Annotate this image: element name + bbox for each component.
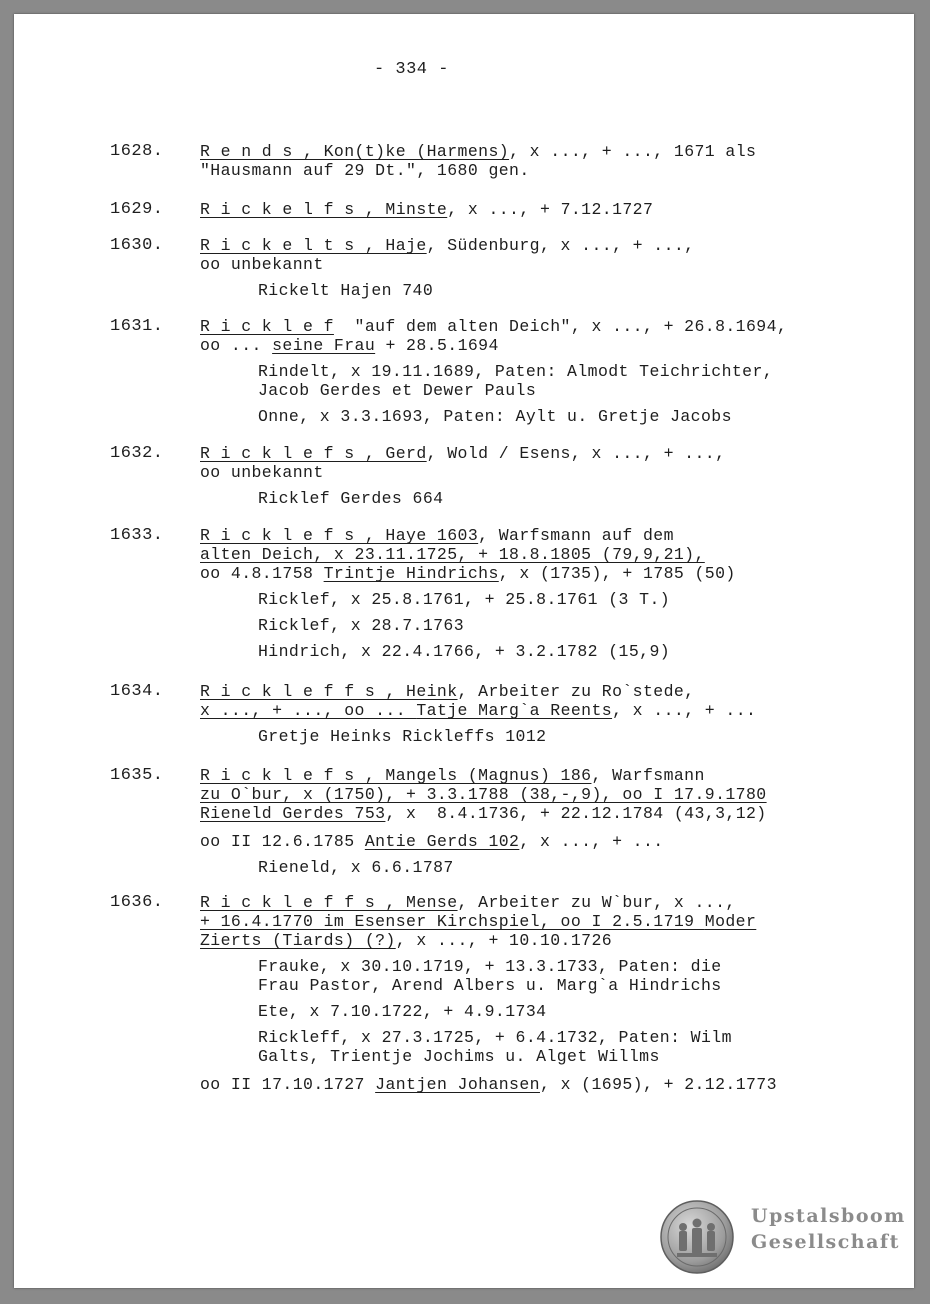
person-name: R i c k l e f f s , Heink [200, 682, 458, 701]
entry-line [200, 545, 736, 564]
entry-lines [200, 200, 653, 219]
child-entry-continued: Jacob Gerdes et Dewer Pauls [258, 381, 537, 400]
person-details: , Warfsmann auf dem [478, 526, 674, 545]
child-entry: Rickleff, x 27.3.1725, + 6.4.1732, Paten: Wilm [258, 1028, 732, 1047]
person-details: , x ..., + 7.12.1727 [447, 200, 654, 219]
spouse-name: Tatje Marg`a Reents [416, 701, 613, 720]
entry-line [200, 200, 653, 219]
person-details: , x ..., + ..., 1671 als [509, 142, 757, 161]
entry-line [200, 444, 725, 463]
entry-number: 1633. [110, 526, 164, 545]
child-entry: Ricklef, x 28.7.1763 [258, 616, 465, 635]
publisher-name-line1: Upstalsboom [751, 1205, 906, 1227]
person-details: , Südenburg, x ..., + ..., [426, 236, 695, 255]
child-entry: Ricklef Gerdes 664 [258, 489, 444, 508]
entry-lines [200, 893, 777, 1094]
marriage-details: oo II 12.6.1785 [200, 832, 365, 851]
entry-lines [200, 142, 756, 180]
entry-line [200, 526, 736, 545]
person-name: R i c k l e f s , Mangels (Magnus) 186 [200, 766, 592, 785]
child-entry-continued: Frau Pastor, Arend Albers u. Marg`a Hindrichs [258, 976, 722, 995]
entry-lines [200, 682, 756, 746]
entry-number: 1632. [110, 444, 164, 463]
person-details: , Warfsmann [591, 766, 705, 785]
spouse-details: , x (1735), + 1785 (50) [498, 564, 736, 583]
spouse-name: Zierts (Tiards) (?) [200, 931, 396, 950]
line-text: zu O`bur, x (1750), + 3.3.1788 (38,-,9), oo I 17.9.1780 [200, 785, 767, 804]
spouse-name: Jantjen Johansen [375, 1075, 540, 1094]
marriage-details: oo 4.8.1758 [200, 564, 324, 583]
spouse-name: Rieneld Gerdes 753 [200, 804, 386, 823]
entry-line [200, 931, 777, 950]
entry-line [200, 564, 736, 583]
line-text: "Hausmann auf 29 Dt.", 1680 gen. [200, 161, 530, 180]
entry-lines [200, 766, 767, 877]
publisher-name [751, 1203, 906, 1255]
spouse-details: , x 8.4.1736, + 22.12.1784 (43,3,12) [385, 804, 767, 823]
person-details: , Arbeiter zu Ro`stede, [457, 682, 695, 701]
marriage-details: oo ... [200, 336, 273, 355]
entry-line [200, 317, 787, 336]
document-page [14, 14, 914, 1288]
person-details: , Wold / Esens, x ..., + ..., [426, 444, 726, 463]
entry-number: 1630. [110, 236, 164, 255]
spouse-details: , x ..., + 10.10.1726 [395, 931, 613, 950]
child-entry: Rickelt Hajen 740 [258, 281, 434, 300]
spouse-details: , x ..., + ... [612, 701, 757, 720]
child-entry: Hindrich, x 22.4.1766, + 3.2.1782 (15,9) [258, 642, 671, 661]
entry-number: 1634. [110, 682, 164, 701]
entry-line [200, 893, 777, 912]
entry-line [200, 766, 767, 785]
publisher-logo [659, 1199, 909, 1279]
entry-number: 1631. [110, 317, 164, 336]
entry-lines [200, 317, 787, 426]
person-name: R i c k l e f [200, 317, 334, 336]
entry-line [200, 142, 756, 161]
child-entry: Ricklef, x 25.8.1761, + 25.8.1761 (3 T.) [258, 590, 671, 609]
spouse-details: , x (1695), + 2.12.1773 [539, 1075, 777, 1094]
entry-number: 1628. [110, 142, 164, 161]
line-text: oo unbekannt [200, 463, 324, 482]
entry-line [200, 701, 756, 720]
seal-emblem-icon [659, 1199, 735, 1275]
person-details: "auf dem alten Deich", x ..., + 26.8.1694, [333, 317, 788, 336]
entry-lines [200, 526, 736, 661]
spouse-name: Trintje Hindrichs [323, 564, 499, 583]
child-entry: Ete, x 7.10.1722, + 4.9.1734 [258, 1002, 547, 1021]
marriage-details: x ..., + ..., oo ... [200, 701, 417, 720]
spouse-name: Antie Gerds 102 [364, 832, 520, 851]
child-entry: Frauke, x 30.10.1719, + 13.3.1733, Paten: die [258, 957, 722, 976]
spouse-details: + 28.5.1694 [375, 336, 499, 355]
child-entry: Onne, x 3.3.1693, Paten: Aylt u. Gretje Jacobs [258, 407, 732, 426]
entry-line [200, 463, 725, 482]
entry-line [200, 804, 767, 823]
entry-number: 1629. [110, 200, 164, 219]
entry-line [200, 255, 694, 274]
entry-line [200, 161, 756, 180]
person-name: R i c k l e f s , Haye 1603 [200, 526, 479, 545]
second-marriage [200, 832, 767, 851]
entry-number: 1635. [110, 766, 164, 785]
child-entry: Gretje Heinks Rickleffs 1012 [258, 727, 547, 746]
person-name: R e n d s , Kon(t)ke (Harmens) [200, 142, 510, 161]
entry-number: 1636. [110, 893, 164, 912]
child-entry-continued: Galts, Trientje Jochims u. Alget Willms [258, 1047, 660, 1066]
line-text: alten Deich, x 23.11.1725, + 18.8.1805 (79,9,21), [200, 545, 705, 564]
entry-line [200, 912, 777, 931]
entry-lines [200, 236, 694, 300]
person-name: R i c k l e f f s , Mense [200, 893, 458, 912]
spouse-name: seine Frau [272, 336, 376, 355]
entry-line [200, 336, 787, 355]
person-details: , Arbeiter zu W`bur, x ..., [457, 893, 736, 912]
person-name: R i c k e l t s , Haje [200, 236, 427, 255]
person-name: R i c k l e f s , Gerd [200, 444, 427, 463]
person-name: R i c k e l f s , Minste [200, 200, 448, 219]
child-entry: Rindelt, x 19.11.1689, Paten: Almodt Teichrichter, [258, 362, 774, 381]
entry-line [200, 236, 694, 255]
publisher-name-line2: Gesellschaft [751, 1231, 900, 1253]
spouse-details: , x ..., + ... [519, 832, 664, 851]
child-entry: Rieneld, x 6.6.1787 [258, 858, 454, 877]
entry-line [200, 682, 756, 701]
spouse-name: Moder [704, 912, 757, 931]
entry-line [200, 785, 767, 804]
marriage-details: + 16.4.1770 im Esenser Kirchspiel, oo I 2.5.1719 [200, 912, 705, 931]
page-number: - 334 - [374, 60, 449, 79]
line-text: oo unbekannt [200, 255, 324, 274]
marriage-details: oo II 17.10.1727 [200, 1075, 376, 1094]
entry-lines [200, 444, 725, 508]
second-marriage [200, 1075, 777, 1094]
